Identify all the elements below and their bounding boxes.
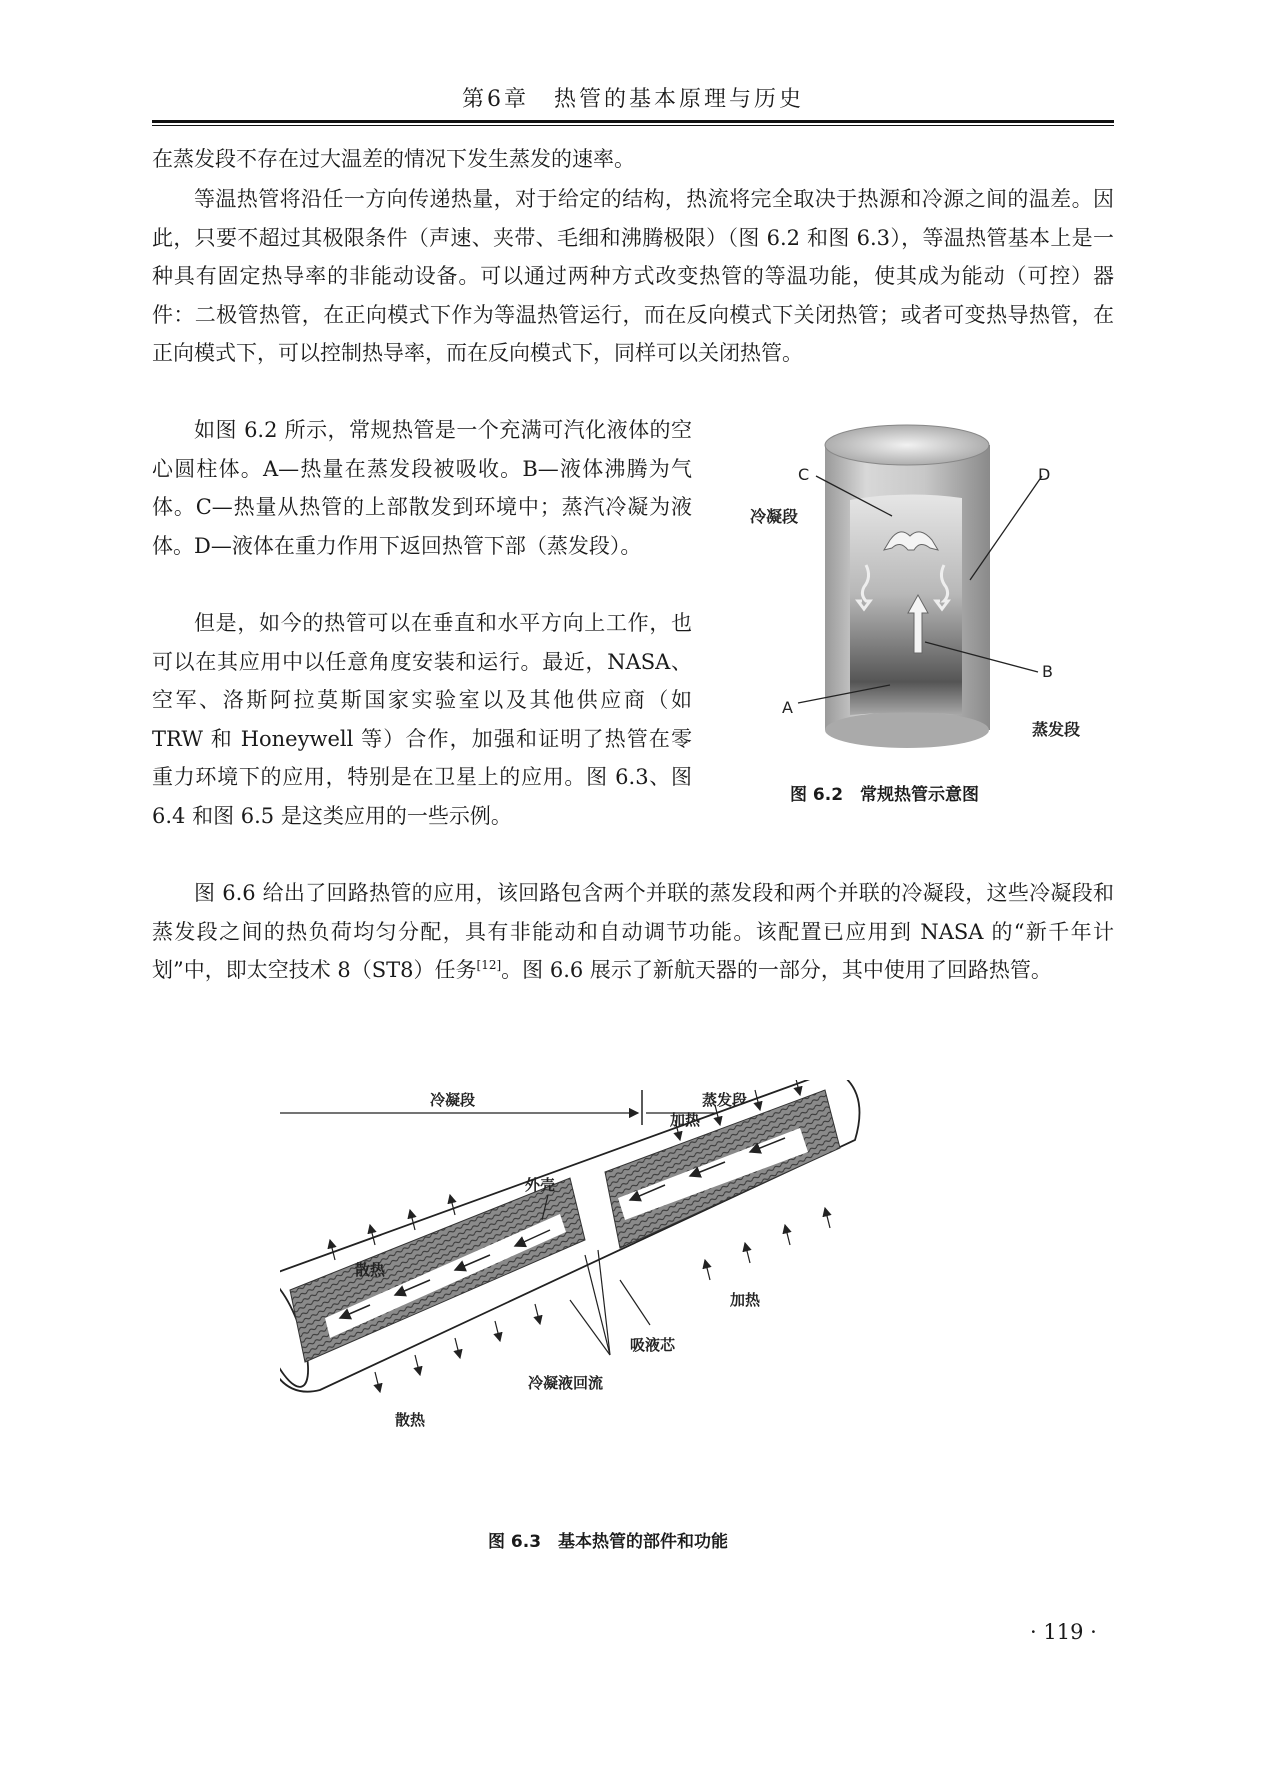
label-D: D [1038, 465, 1051, 484]
label-B: B [1042, 662, 1053, 681]
figure-6-2-heat-pipe-diagram [720, 420, 1120, 760]
citation-ref[interactable]: [12] [476, 958, 502, 972]
label-condenser-section: 冷凝段 [430, 1091, 476, 1109]
label-evaporator-section: 蒸发段 [702, 1091, 748, 1109]
label-heat-out-top: 散热 [355, 1261, 386, 1279]
paragraph-conventional-heat-pipe: 如图 6.2 所示，常规热管是一个充满可汽化液体的空心圆柱体。A—热量在蒸发段被吸收。B—液体沸腾为气体。C—热量从热管的上部散发到环境中；蒸汽冷凝为液体。D—液体在重力作用下返回热管下部（蒸发段）。 [152, 418, 692, 558]
paragraph-isothermal: 等温热管将沿任一方向传递热量，对于给定的结构，热流将完全取决于热源和冷源之间的温差。因此，只要不超过其极限条件（声速、夹带、毛细和沸腾极限）（图 6.2 和图 6.3），等温热管基本上是一种具有固定热导率的非能动设备。可以通过两种方式改变热管的等温功能，使其成为能动（可控）器件：二极管热管，在正向模式下作为等温热管运行，而在反向模式下关闭热管；或者可变热导热管，在正向模式下，可以控制热导率，而在反向模式下，同样可以关闭热管。 [152, 187, 1114, 365]
leader-condensate-1 [585, 1255, 610, 1355]
label-condensate-return: 冷凝液回流 [528, 1374, 604, 1392]
leader-condensate-2 [598, 1250, 610, 1355]
header-rule-thick [152, 120, 1114, 123]
cylinder-bottom [825, 712, 989, 748]
label-shell: 外壳 [525, 1176, 556, 1194]
loop-text-end: 。图 6.6 展示了新航天器的一部分，其中使用了回路热管。 [501, 958, 1052, 982]
leader-condensate-3 [570, 1300, 610, 1355]
figure-6-3-heat-pipe-components [280, 1080, 960, 1500]
paragraph-orientation: 但是，如今的热管可以在垂直和水平方向上工作，也可以在其应用中以任意角度安装和运行。最近，NASA、空军、洛斯阿拉莫斯国家实验室以及其他供应商（如 TRW 和 Honeywell 等）合作，加强和证明了热管在零重力环境下的应用，特别是在卫星上的应用。图 6.3、图 6.4 和图 6.5 是这类应用的一些示例。 [152, 611, 692, 828]
loop-text: 图 6.6 给出了回路热管的应用，该回路包含两个并联的蒸发段和两个并联的冷凝段，这些冷凝段和蒸发段之间的热负荷均匀分配，具有非能动和自动调节功能。该配置已应用到 NASA 的“新千年计划”中，即太空技术 8（ST8）任务 [152, 881, 1114, 982]
page-number: · 119 · [1030, 1620, 1097, 1644]
figure-6-3-caption: 图 6.3 基本热管的部件和功能 [488, 1532, 729, 1552]
header-rule-thin [152, 125, 1114, 126]
heat-in-arrows-bottom [705, 1208, 830, 1280]
label-condenser: 冷凝段 [750, 507, 799, 526]
label-heat-in-top: 加热 [670, 1111, 701, 1129]
label-C: C [798, 465, 810, 484]
label-wick: 吸液芯 [630, 1336, 676, 1354]
running-header: 第6章 热管的基本原理与历史 [462, 87, 804, 112]
label-evaporator: 蒸发段 [1032, 720, 1081, 739]
label-heat-in-bottom: 加热 [730, 1291, 761, 1309]
paragraph-continuation: 在蒸发段不存在过大温差的情况下发生蒸发的速率。 [152, 147, 635, 171]
label-A: A [782, 698, 793, 717]
paragraph-loop-heat-pipe [152, 874, 1114, 990]
leader-wick [620, 1280, 650, 1325]
label-heat-out-bottom: 散热 [395, 1411, 426, 1429]
figure-6-2-caption: 图 6.2 常规热管示意图 [790, 785, 980, 805]
cylinder-top [825, 425, 989, 465]
